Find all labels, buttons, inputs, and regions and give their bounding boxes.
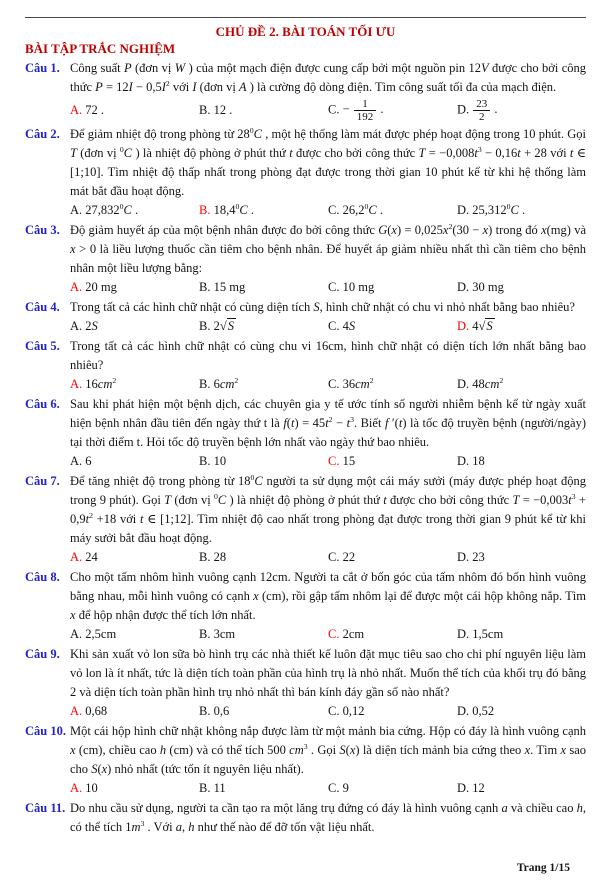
answer-option <box>199 278 328 297</box>
question-label: Câu 6. <box>25 397 60 412</box>
option-letter: D. <box>457 454 470 469</box>
option-text: 10 <box>85 781 98 796</box>
question <box>25 221 586 297</box>
answer-options <box>70 548 586 567</box>
answer-option <box>328 278 457 297</box>
answer-option <box>457 625 586 644</box>
option-text: 23 <box>472 550 485 565</box>
question <box>25 125 586 220</box>
option-letter: D. <box>457 102 470 117</box>
answer-option <box>457 548 586 567</box>
option-text: 4√S <box>472 319 493 334</box>
question-text: Do nhu cầu sử dụng, người ta cần tạo ra một lăng trụ đứng có đáy là hình vuông cạnh a và chiều cao h, có thể tích $1m^3$ . Với a, h như thế nào để đỡ tốn vật liệu nhất. <box>70 801 586 835</box>
question <box>25 59 586 124</box>
option-text: 0,52 <box>472 704 495 719</box>
option-text: 2√S <box>213 319 234 334</box>
option-letter: A. <box>70 280 83 295</box>
question <box>25 799 586 837</box>
option-text: 15 <box>342 454 356 469</box>
page-footer: Trang 1/15 <box>516 862 570 874</box>
answer-options <box>70 779 586 798</box>
option-letter: A. <box>70 377 83 392</box>
question <box>25 472 586 567</box>
question-text: Để giảm nhiệt độ trong phòng từ $28^0C$ , một hệ thống làm mát được phép hoạt động trong 10 phút. Gọi T (đơn vị $^0$C ) là nhiệt độ phòng ở phút thứ t được cho bởi công thức $T = -0,008t^3 - 0,16t + 28$ với t ∈ [1;10]. Tìm nhiệt độ thấp nhất trong phòng đạt được trong thời gian 10 phút kể từ khi hệ thống làm mát bắt đầu hoạt động. <box>70 126 586 199</box>
answer-options <box>70 702 586 721</box>
option-text: $48cm^2$ <box>472 376 504 392</box>
question-label: Câu 7. <box>25 474 60 489</box>
answer-option <box>457 375 586 394</box>
option-text: 12 . <box>213 103 233 118</box>
question-text: Để tăng nhiệt độ trong phòng từ $18^0C$ người ta sử dụng một cái máy sưởi (máy được phép hoạt động trong 9 phút). Gọi T (đơn vị $^0$C ) là nhiệt độ phòng ở phút thứ t được cho bởi công thức $T = -0,003t^3 + 0,9t^2 +18$ với t ∈ [1;12]. Tìm nhiệt độ cao nhất trong phòng đạt được trong thời gian 9 phút kể từ khi máy sưởi bắt đầu hoạt động. <box>70 473 587 546</box>
option-text: 2,5cm <box>85 627 117 642</box>
option-letter: C. <box>328 550 340 565</box>
answer-option <box>457 278 586 297</box>
question-label: Câu 4. <box>25 300 60 315</box>
option-text: 25,312$^0$C . <box>472 202 526 218</box>
option-text: 30 mg <box>472 280 504 295</box>
question <box>25 645 586 721</box>
option-text: 9 <box>342 781 349 796</box>
answer-option <box>457 97 586 124</box>
option-text: 12 <box>472 781 485 796</box>
option-text: $\frac{23}{2}$ . <box>472 102 497 116</box>
answer-option <box>199 548 328 567</box>
question-text: Trong tất cả các hình chữ nhật có cùng diện tích S, hình chữ nhật có chu vi nhỏ nhất bằng bao nhiêu? <box>70 300 575 315</box>
option-letter: C. <box>328 704 340 719</box>
question-text: Khi sản xuất vỏ lon sữa bò hình trụ các nhà thiết kế luôn đặt mục tiêu sao cho chi phí nguyên liệu làm vỏ lon là ít nhất, tức là diện tích toàn phần của hình trụ là nhỏ nhất. Muốn thể tích của khối trụ đó bằng 2 và diện tích toàn phần hình trụ nhỏ nhất thì bán kính đáy gần số nào nhất? <box>70 647 586 700</box>
option-text: 1,5cm <box>472 627 504 642</box>
option-letter: A. <box>70 627 83 642</box>
answer-options <box>70 201 586 220</box>
question-content <box>70 337 586 394</box>
option-text: 18 <box>472 454 485 469</box>
option-letter: A. <box>70 103 83 118</box>
question-content <box>70 799 586 837</box>
question-label: Câu 8. <box>25 570 60 585</box>
option-letter: C. <box>328 102 340 117</box>
answer-option <box>328 452 457 471</box>
option-letter: A. <box>70 550 83 565</box>
option-letter: C. <box>328 280 340 295</box>
answer-options <box>70 317 586 336</box>
question-content <box>70 298 586 336</box>
option-letter: D. <box>457 280 470 295</box>
option-text: 2S <box>85 319 98 334</box>
answer-option <box>199 625 328 644</box>
option-letter: B. <box>199 454 211 469</box>
option-letter: B. <box>199 550 211 565</box>
answer-option <box>328 201 457 220</box>
option-text: 10 mg <box>342 280 375 295</box>
option-letter: D. <box>457 627 470 642</box>
option-letter: A. <box>70 319 83 334</box>
question-text: Trong tất cả các hình chữ nhật có cùng chu vi 16cm, hình chữ nhật có diện tích lớn nhất bằng bao nhiêu? <box>70 339 586 373</box>
answer-option <box>328 317 457 336</box>
answer-options <box>70 625 586 644</box>
answer-option <box>199 779 328 798</box>
answer-option <box>328 702 457 721</box>
option-text: 27,832$^0$C . <box>85 202 139 218</box>
question-text: Công suất P (đơn vị W ) của một mạch điện được cung cấp bởi một nguồn pin 12V được cho bởi công thức $P = 12I - 0,5I^2$ với I (đơn vị A ) là cường độ dòng điện. Tìm công suất tối đa của mạch điện. <box>70 61 586 94</box>
answer-option <box>70 101 199 120</box>
answer-options <box>70 278 586 297</box>
question-label: Câu 5. <box>25 339 60 354</box>
option-letter: D. <box>457 203 470 218</box>
answer-option <box>70 625 199 644</box>
question-content <box>70 59 586 124</box>
option-text: 0,6 <box>213 704 230 719</box>
question-label: Câu 3. <box>25 223 60 238</box>
option-text: $16cm^2$ <box>85 376 117 392</box>
answer-option <box>199 101 328 120</box>
question-content <box>70 125 586 220</box>
question-list <box>25 59 586 837</box>
option-letter: B. <box>199 319 211 334</box>
option-letter: B. <box>199 103 211 118</box>
section-heading: BÀI TẬP TRẮC NGHIỆM <box>25 41 176 56</box>
fraction: $\frac{1}{192}$ <box>354 98 377 123</box>
option-text: 10 <box>213 454 227 469</box>
answer-option <box>70 548 199 567</box>
answer-options <box>70 97 586 124</box>
answer-option <box>328 779 457 798</box>
question-text: Cho một tấm nhôm hình vuông cạnh 12cm. Người ta cắt ở bốn góc của tấm nhôm đó bốn hình vuông bằng nhau, mỗi hình vuông có cạnh x (cm), rồi gập tấm nhôm lại để được một cái hộp không nắp. Tìm x để hộp nhận được thể tích lớn nhất. <box>70 570 586 623</box>
answer-option <box>328 548 457 567</box>
option-letter: B. <box>199 781 211 796</box>
answer-option <box>199 702 328 721</box>
option-text: 24 <box>85 550 98 565</box>
option-text: 18,4$^0$C . <box>213 202 254 218</box>
question-text: Một cái hộp hình chữ nhật không nắp được làm từ một mảnh bia cứng. Hộp có đáy là hình vuông cạnh x (cm), chiều cao h (cm) và có thể tích 500 $cm^3$ . Gọi S(x) là diện tích mảnh bia cứng theo x. Tìm x sao cho S(x) nhỏ nhất (tức tốn ít nguyên liệu nhất). <box>70 724 586 777</box>
answer-option <box>328 97 457 124</box>
option-letter: A. <box>70 203 83 218</box>
option-text: 15 mg <box>213 280 246 295</box>
answer-option <box>70 452 199 471</box>
option-letter: A. <box>70 704 83 719</box>
option-letter: D. <box>457 781 470 796</box>
answer-option <box>199 201 328 220</box>
option-letter: A. <box>70 454 83 469</box>
option-letter: B. <box>199 377 211 392</box>
question-content <box>70 221 586 297</box>
option-text: 4S <box>342 319 356 334</box>
question <box>25 298 586 336</box>
option-letter: D. <box>457 550 470 565</box>
header-rule <box>25 17 586 18</box>
option-text: $6cm^2$ <box>213 376 239 392</box>
option-letter: C. <box>328 377 340 392</box>
answer-option <box>457 779 586 798</box>
option-text: 0,12 <box>342 704 365 719</box>
fraction: $\frac{23}{2}$ <box>473 98 490 123</box>
answer-option <box>328 375 457 394</box>
question-label: Câu 2. <box>25 127 60 142</box>
question-text: Độ giảm huyết áp của một bệnh nhân được đo bởi công thức $G(x) = 0,025x^2(30 - x)$ trong đó x(mg) và x > 0 là liều lượng thuốc cần tiêm cho bệnh nhân. Để huyết áp giảm nhiều nhất thì cần tiêm cho bệnh nhân một liều lượng bằng: <box>70 222 586 276</box>
answer-option <box>199 452 328 471</box>
answer-option <box>457 702 586 721</box>
question-label: Câu 10. <box>25 724 66 739</box>
question-content <box>70 395 586 471</box>
option-letter: B. <box>199 280 211 295</box>
option-text: $36cm^2$ <box>342 376 374 392</box>
page-title: CHỦ ĐỀ 2. BÀI TOÁN TỐI ƯU <box>215 24 396 39</box>
answer-option <box>70 201 199 220</box>
answer-option <box>457 452 586 471</box>
option-text: 20 mg <box>85 280 117 295</box>
option-letter: D. <box>457 377 470 392</box>
option-text: 0,68 <box>85 704 108 719</box>
option-text: 3cm <box>213 627 236 642</box>
option-letter: D. <box>457 319 470 334</box>
option-letter: B. <box>199 203 211 218</box>
option-text: 2cm <box>342 627 365 642</box>
answer-option <box>457 201 586 220</box>
option-letter: C. <box>328 203 340 218</box>
option-letter: C. <box>328 454 340 469</box>
question <box>25 395 586 471</box>
option-text: 22 <box>342 550 356 565</box>
option-text: 28 <box>213 550 227 565</box>
option-letter: B. <box>199 627 211 642</box>
sqrt-radical: √S <box>478 319 493 334</box>
question-label: Câu 1. <box>25 61 60 75</box>
sqrt-radical: √S <box>219 319 234 334</box>
option-letter: C. <box>328 319 340 334</box>
option-text: 6 <box>85 454 92 469</box>
question-content <box>70 472 586 567</box>
option-text: − $\frac{1}{192}$ . <box>342 98 384 124</box>
answer-option <box>70 779 199 798</box>
answer-option <box>457 317 586 336</box>
question <box>25 337 586 394</box>
option-letter: A. <box>70 781 83 796</box>
option-text: 11 <box>213 781 226 796</box>
option-letter: C. <box>328 781 340 796</box>
question-content <box>70 568 586 644</box>
option-text: 72 . <box>85 103 105 118</box>
answer-options <box>70 375 586 394</box>
question-content <box>70 645 586 721</box>
question-label: Câu 9. <box>25 647 60 662</box>
question <box>25 722 586 798</box>
option-letter: C. <box>328 627 340 642</box>
question-text: Sau khi phát hiện một bệnh dịch, các chuyên gia y tế ước tính số người nhiễm bệnh kể từ ngày xuất hiện bệnh nhân đầu tiên đến ngày thứ t là $f(t) = 45t^2 - t^3$. Biết f ′(t) là tốc độ truyền bệnh (người/ngày) tại thời điểm t. Hỏi tốc độ truyền bệnh lớn nhất vào ngày thứ bao nhiêu. <box>70 397 587 450</box>
answer-option <box>70 317 199 336</box>
answer-option <box>199 317 328 336</box>
answer-option <box>70 702 199 721</box>
answer-option <box>70 278 199 297</box>
option-letter: B. <box>199 704 211 719</box>
question-content <box>70 722 586 798</box>
question <box>25 568 586 644</box>
question-label: Câu 11. <box>25 801 66 816</box>
option-text: 26,2$^0$C . <box>342 202 383 218</box>
answer-option <box>199 375 328 394</box>
answer-option <box>328 625 457 644</box>
option-letter: D. <box>457 704 470 719</box>
answer-options <box>70 452 586 471</box>
answer-option <box>70 375 199 394</box>
